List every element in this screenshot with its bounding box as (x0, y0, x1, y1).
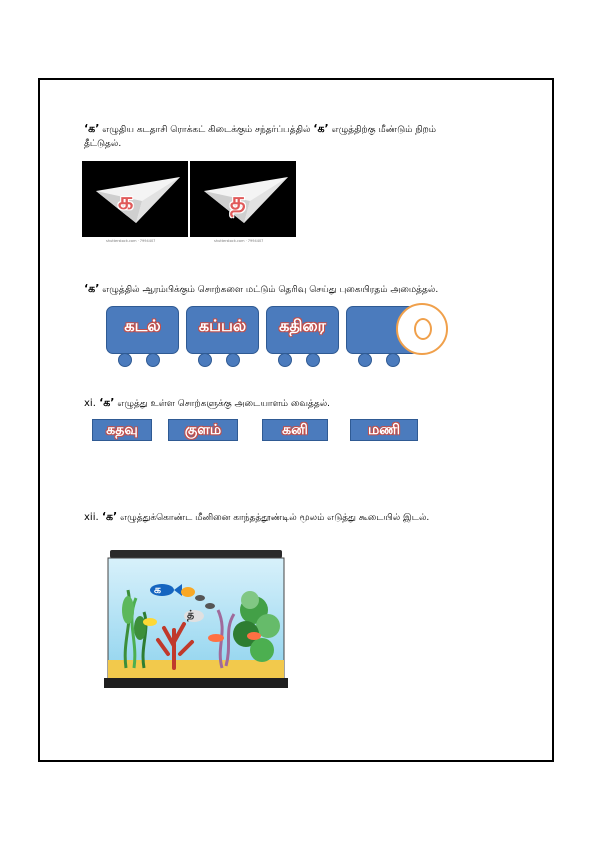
section1-line2: தீட்டுதல். (84, 139, 122, 149)
engine-ring-inner (414, 318, 432, 340)
image-caption: shutterstock.com · 7994407 (82, 237, 188, 246)
word-tile[interactable]: மணி (350, 419, 418, 441)
section1-instruction (84, 122, 504, 151)
section1-text-a: எழுதிய கடதாசி ரொக்கட் கிடைக்கும் சந்தர்ப்பத்தில் (99, 125, 314, 135)
word-tile[interactable]: கதவு (92, 419, 152, 441)
train-car-word: கடல் (124, 316, 161, 335)
wheel (146, 353, 160, 367)
letter-ka-prefix: ‘க’ (84, 122, 100, 135)
train-car[interactable] (106, 306, 179, 354)
word-tile[interactable]: குளம் (168, 419, 238, 441)
section1-text-b: எழுத்திற்கு மீண்டும் நிறம் (328, 125, 437, 135)
train-car[interactable] (266, 306, 339, 354)
rocket-image-ka[interactable] (82, 161, 188, 246)
image-caption: shutterstock.com · 7994407 (190, 237, 296, 246)
section4-text: எழுத்துக்கொண்ட மீனினை காந்தத்தூண்டில் மூலம் எடுத்து கூடையில் இடல். (117, 513, 430, 523)
aquarium-image[interactable] (104, 550, 288, 688)
train-car[interactable] (186, 306, 259, 354)
word-tile[interactable]: கனி (262, 419, 328, 441)
section4-instruction (84, 510, 514, 525)
fish-letter-ka: க (154, 583, 162, 596)
engine-ring (396, 303, 448, 355)
wheel (118, 353, 132, 367)
letter-ka-prefix: ‘க’ (101, 510, 118, 523)
paper-plane-icon (82, 161, 188, 237)
item-number: xii. (84, 512, 102, 523)
section2-instruction (84, 282, 514, 297)
wheel (306, 353, 320, 367)
section2-text: எழுத்தில் ஆரம்பிக்கும் சொற்களை மட்டும் தெரிவு செய்து புகையிரதம் அமைத்தல். (99, 285, 439, 295)
wheel (386, 353, 400, 367)
item-number: xi. (84, 398, 100, 409)
letter-ka-prefix: ‘க’ (99, 396, 115, 409)
letter-ka-prefix: ‘க’ (84, 282, 100, 295)
wheel (358, 353, 372, 367)
aquarium-illustration (104, 550, 288, 688)
train-car-word: கப்பல் (198, 316, 247, 335)
rocket-letter-tha: த (230, 187, 246, 215)
fish-letter-th: த் (187, 608, 195, 621)
letter-ka-inline: ‘க’ (313, 122, 329, 135)
section3-text: எழுத்து உள்ள சொற்களுக்கு அடையாளம் வைத்தல். (114, 399, 331, 409)
train-car-word: கதிரை (279, 316, 326, 335)
wheel (226, 353, 240, 367)
section3-instruction (84, 396, 514, 411)
wheel (198, 353, 212, 367)
rocket-letter-ka: க (118, 187, 134, 215)
wheel (278, 353, 292, 367)
rocket-image-tha[interactable] (190, 161, 296, 246)
